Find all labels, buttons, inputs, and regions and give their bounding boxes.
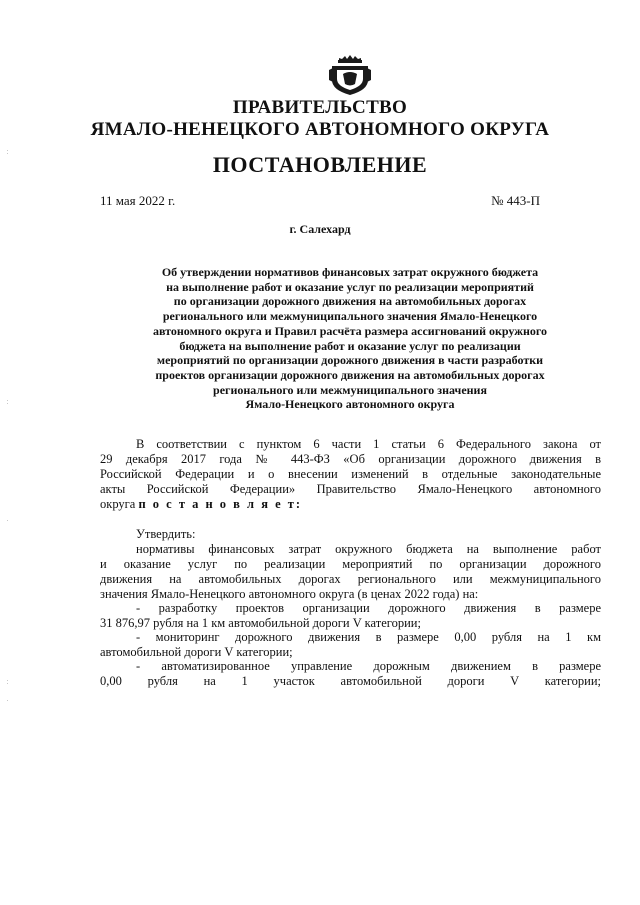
document-subject — [100, 265, 600, 412]
subject-line: бюджета на выполнение работ и оказание услуг по реализации — [179, 338, 521, 353]
government-title: ПРАВИТЕЛЬСТВО — [232, 97, 408, 118]
subject-line: Об утверждении нормативов финансовых затрат окружного бюджета — [161, 265, 539, 279]
preamble-line: Российской Федерации и о внесении изменений в отдельные законодательные — [100, 467, 601, 481]
preamble-line: округа — [100, 497, 136, 511]
decree-word: п о с т а н о в л я е т: — [138, 497, 303, 511]
preamble-line: В соответствии с пунктом 6 части 1 статьи 6 Федерального закона от — [136, 437, 601, 451]
subject-line: Ямало-Ненецкого автономного округа — [245, 397, 455, 412]
subject-line: автономного округа и Правил расчёта размера ассигнований окружного — [152, 323, 548, 338]
item-automated-control-line: - автоматизированное управление дорожным движением в размере — [136, 659, 601, 673]
preamble-line: акты Российской Федерации» Правительство Ямало-Ненецкого автономного — [100, 482, 601, 496]
item-automated-control-line: 0,00 рубля на 1 участок автомобильной дороги V категории; — [100, 674, 601, 688]
subject-line: по организации дорожного движения на автомобильных дорогах — [173, 294, 527, 309]
subject-line: на выполнение работ и оказание услуг по реализации мероприятий — [166, 279, 534, 294]
government-region: ЯМАЛО-НЕНЕЦКОГО АВТОНОМНОГО ОКРУГА — [90, 119, 550, 140]
subject-line: проектов организации дорожного движения на автомобильных дорогах — [155, 367, 545, 382]
norms-line: значения Ямало-Ненецкого автономного округа (в ценах 2022 года) на: — [100, 587, 479, 601]
item-development-line: 31 876,97 рубля на 1 км автомобильной дороги V категории; — [100, 616, 421, 630]
document-date: 11 мая 2022 г. — [100, 193, 176, 208]
item-monitoring-line: автомобильной дороги V категории; — [100, 645, 293, 659]
norms-line: и оказание услуг по реализации мероприятий по организации дорожного — [100, 557, 601, 571]
document-city: г. Салехард — [289, 222, 351, 236]
document-number: № 443-П — [491, 193, 540, 208]
item-development-line: - разработку проектов организации дорожного движения в размере — [136, 601, 601, 615]
norms-line: движения на автомобильных дорогах регионального или межмуниципального — [100, 572, 601, 586]
subject-line: регионального или межмуниципального значения Ямало-Ненецкого — [162, 309, 538, 324]
subject-line: регионального или межмуниципального значения — [213, 382, 487, 397]
approve-heading: Утвердить: — [136, 527, 196, 541]
subject-line: мероприятий по организации дорожного движения в части разработки — [156, 353, 544, 368]
item-monitoring-line: - мониторинг дорожного движения в размере 0,00 рубля на 1 км — [136, 630, 601, 644]
norms-line: нормативы финансовых затрат окружного бюджета на выполнение работ — [136, 542, 601, 556]
preamble-line: 29 декабря 2017 года № 443-ФЗ «Об организации дорожного движения в — [100, 452, 601, 466]
document-type: ПОСТАНОВЛЕНИЕ — [212, 152, 428, 177]
coat-of-arms-emblem-icon — [327, 50, 373, 96]
preamble-last-line — [100, 497, 601, 512]
